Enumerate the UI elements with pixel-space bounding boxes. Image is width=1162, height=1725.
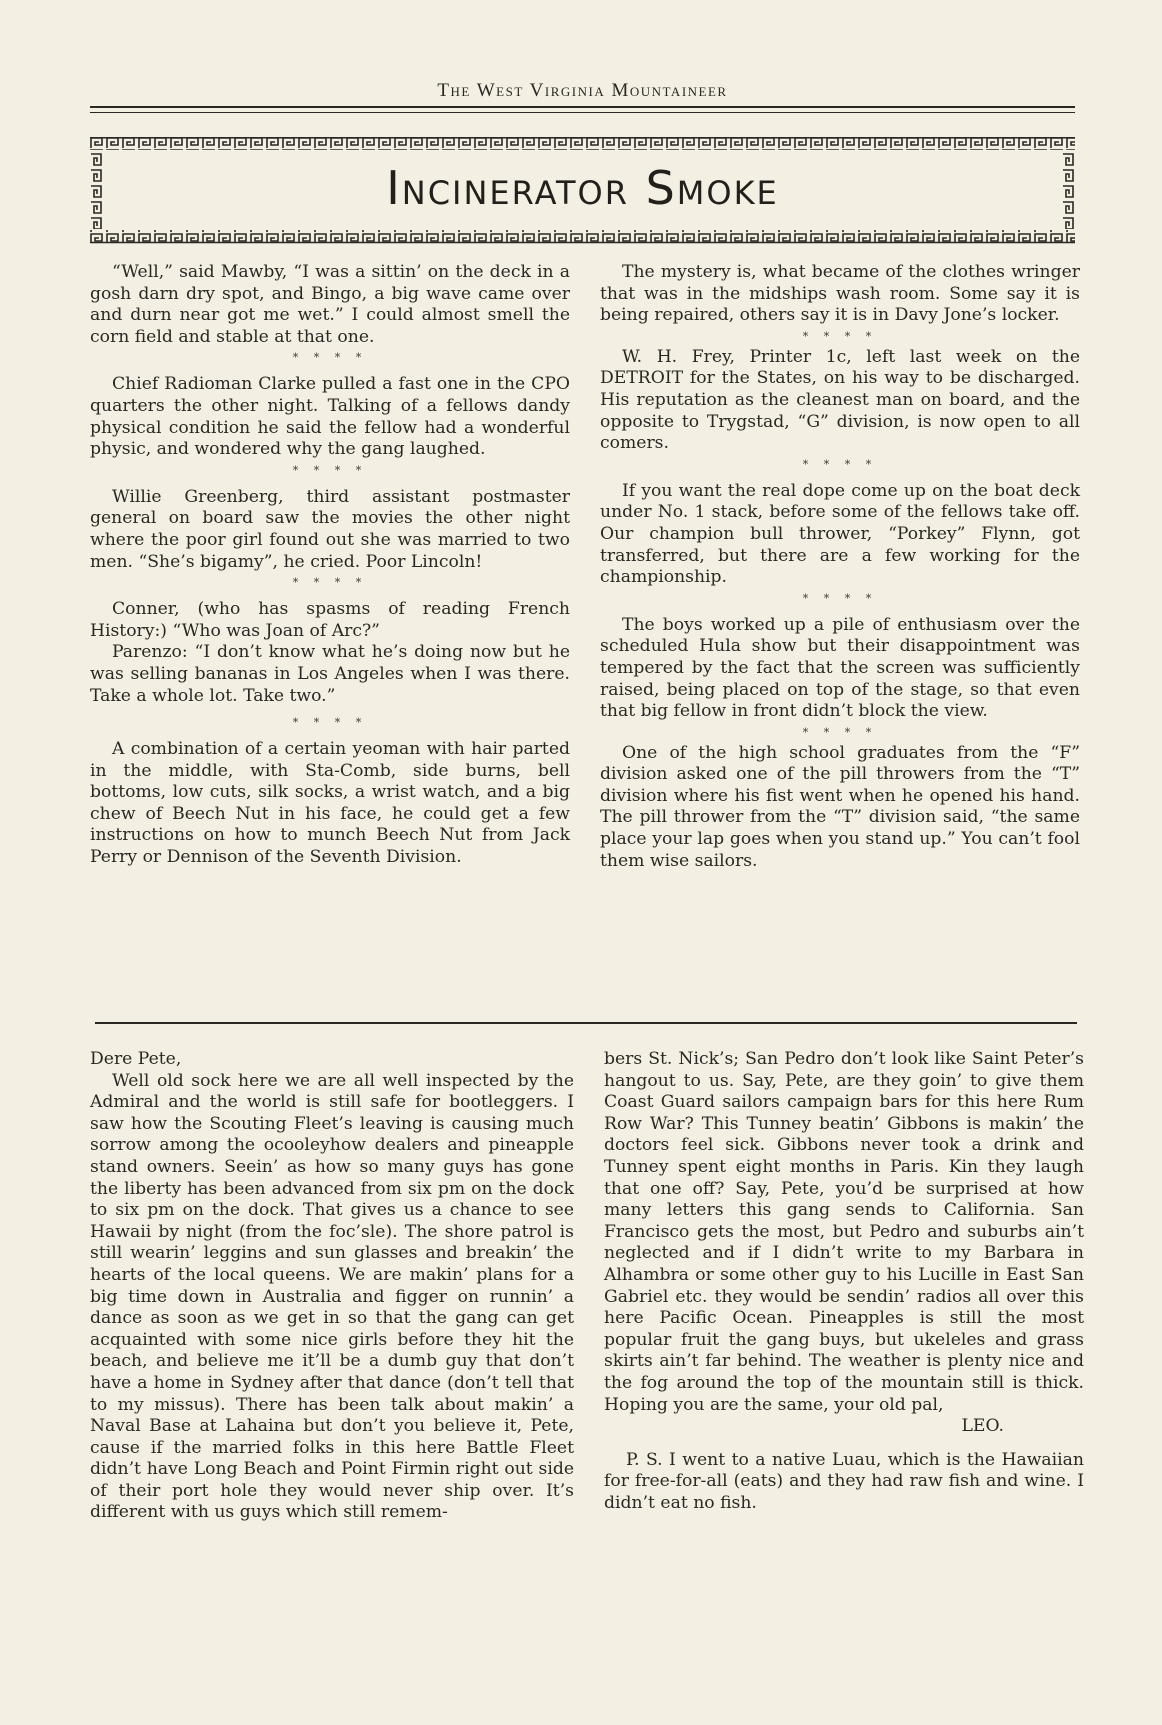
item-wringer: The mystery is, what became of the clothes wringer that was in the midships wash room. Some say it is being repaired, others say it is in Davy Jone’s locker. bbox=[600, 262, 1080, 326]
letter-column-right bbox=[604, 1049, 1084, 1514]
letter-body-right: bers St. Nick’s; San Pedro don’t look like Saint Peter’s hangout to us. Say, Pete, are they goin’ to give them Coast Guard sailors campaign bars for this here Rum Row War? This Tunney beatin’ Gibbons is makin’ the doctors feel sick. Gibbons never took a drink and Tunney spent eight months in Paris. Kin they laugh that one off? Say, Pete, you’d be surprised at how many letters this gang sends to California. San Francisco gets the most, but Pedro and suburbs ain’t neglected and if I didn’t write to my Barbara in Alhambra or some other guy to his Lucille in East San Gabriel etc. they would be sendin’ radios all over this here Pacific Ocean. Pineapples is still the most popular fruit the gang buys, but ukeleles and grass skirts ain’t far behind. The weather is plenty nice and the fog around the top of the mountain still is thick. Hoping you are the same, your old pal, bbox=[604, 1049, 1084, 1415]
item-parenzo: Parenzo: “I don’t know what he’s doing now but he was selling bananas in Los Angeles when I was there. Take a whole lot. Take two.” bbox=[90, 642, 570, 706]
separator-stars: * * * * bbox=[292, 463, 368, 477]
item-frey: W. H. Frey, Printer 1c, left last week on the DETROIT for the States, on his way to be discharged. His reputation as the cleanest man on board, and the opposite to Trygstad, “G” division, is now open to all comers. bbox=[600, 346, 1080, 454]
separator-stars: * * * * bbox=[802, 457, 878, 471]
letter-body-left: Well old sock here we are all well inspected by the Admiral and the world is still safe for bootleggers. I saw how the Scouting Fleet’s leaving is causing much sorrow among the ocooleyhow dealers and pineapple stand owners. Seein’ as how so many guys has gone the liberty has been advanced from six pm on the dock to six pm on the dock. That gives us a chance to see Hawaii by night (from the foc’sle). The shore patrol is still wearin’ leggins and sun glasses and breakin’ the hearts of the local queens. We are makin’ plans for a big time down in Australia and figger on runnin’ a dance as soon as we get in so that the gang can get acquainted with some nice girls before they hit the beach, and believe me it’ll be a dumb guy that don’t have a home in Sydney after that dance (don’t tell that to my missus). There has been talk about makin’ a Naval Base at Lahaina but don’t you believe it, Pete, cause if the married folks in this here Battle Fleet didn’t have Long Beach and Point Firmin right out side of their port hole they would never ship over. It’s different with us guys which still remem- bbox=[90, 1070, 574, 1523]
title-banner bbox=[90, 137, 1075, 244]
letter-signature: LEO. bbox=[961, 1416, 1004, 1437]
separator-stars: * * * * bbox=[292, 576, 368, 590]
item-dope: If you want the real dope come up on the boat deck under No. 1 stack, before some of the fellows take off. Our champion bull thrower, “Porkey” Flynn, got transferred, but there are a few working for the championship. bbox=[600, 480, 1080, 588]
masthead: The West Virginia Mountaineer bbox=[437, 80, 728, 101]
separator-stars: * * * * bbox=[802, 591, 878, 605]
letter-column-left bbox=[90, 1049, 574, 1524]
item-clarke: Chief Radioman Clarke pulled a fast one in the CPO quarters the other night. Talking of a fellows dandy physical condition he said the fellow had a wonderful physic, and wondered why the gang laughed. bbox=[90, 374, 570, 460]
separator-stars: * * * * bbox=[802, 329, 878, 343]
item-greenberg: Willie Greenberg, third assistant postmaster general on board saw the movies the other night where the poor girl found out she was married to two men. “She’s bigamy”, he cried. Poor Lincoln! bbox=[90, 486, 570, 572]
item-hula: The boys worked up a pile of enthusiasm over the scheduled Hula show but their disappointment was tempered by the fact that the screen was sufficiently raised, being placed on top of the stage, so that even that big fellow in front didn’t block the view. bbox=[600, 614, 1080, 722]
separator-stars: * * * * bbox=[292, 716, 368, 730]
letter-salutation: Dere Pete, bbox=[90, 1049, 182, 1069]
section-divider bbox=[95, 1022, 1077, 1024]
letter-postscript: P. S. I went to a native Luau, which is the Hawaiian for free-for-all (eats) and they had raw fish and wine. I didn’t eat no fish. bbox=[604, 1449, 1084, 1513]
column-title: Incinerator Smoke bbox=[386, 161, 779, 215]
item-yeoman: A combination of a certain yeoman with hair parted in the middle, with Sta-Comb, side burns, bell bottoms, low cuts, silk socks, a wrist watch, and a big chew of Beech Nut in his face, he could get a few instructions on how to munch Beech Nut from Jack Perry or Dennison of the Seventh Division. bbox=[90, 739, 570, 868]
masthead-rule-thick bbox=[90, 106, 1075, 108]
item-graduates: One of the high school graduates from the “F” division asked one of the pill throwers from the “T” division where his fist went when he opened his hand. The pill thrower from the “T” division said, “the same place your lap goes when you stand up.” You can’t fool them wise sailors. bbox=[600, 742, 1080, 871]
separator-stars: * * * * bbox=[802, 725, 878, 739]
column-right-top bbox=[600, 262, 1080, 872]
item-conner: Conner, (who has spasms of reading French History:) “Who was Joan of Arc?” bbox=[90, 599, 570, 641]
item-mawby: “Well,” said Mawby, “I was a sittin’ on the deck in a gosh darn dry spot, and Bingo, a big wave came over and durn near got me wet.” I could almost smell the corn field and stable at that one. bbox=[90, 262, 570, 347]
masthead-rule-thin bbox=[90, 112, 1075, 113]
separator-stars: * * * * bbox=[292, 351, 368, 365]
column-left-top bbox=[90, 262, 570, 869]
